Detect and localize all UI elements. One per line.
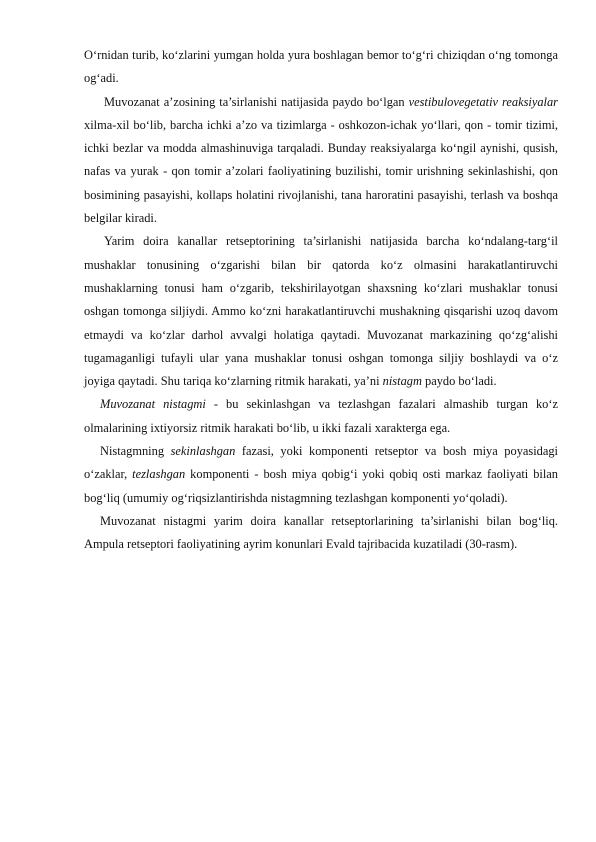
paragraph-6 bbox=[84, 510, 558, 557]
document-page bbox=[84, 44, 558, 557]
text-run: O‘rnidan turib, ko‘zlarini yumgan holda yura boshlagan bemor to‘g‘ri chiziqdan o‘ng tomonga og‘adi. bbox=[84, 48, 558, 86]
text-run: Nistagmning bbox=[100, 444, 171, 459]
text-run: fazasi, yoki komponenti retseptor va bosh miya poyasidagi o‘zaklar, bbox=[84, 444, 558, 482]
paragraph-5 bbox=[84, 440, 558, 510]
paragraph-3 bbox=[84, 230, 558, 393]
text-run: xilma-xil bo‘lib, barcha ichki a’zo va tizimlarga - oshkozon-ichak yo‘llari, qon - tomir tizimi, ichki bezlar va modda almashinuviga tarqaladi. Bunday reaksiyalarga ko‘ngil aynishi, qusish, nafas va yurak - qon tomir a’zolari faoliyatining buzilishi, tomir urishning sekinlashishi, qon bosimining pasayishi, kollaps holatini rivojlanishi, tana haroratini pasayishi, terlash va boshqa belgilar kiradi. bbox=[84, 117, 558, 226]
text-run: - bu sekinlashgan va tezlashgan fazalari almashib turgan ko‘z olmalarining ixtiyorsiz ritmik harakati bo‘lib, u ikki fazali xarakterga ega. bbox=[84, 397, 559, 435]
text-run: Muvozanat a’zosining ta’sirlanishi natijasida paydo bo‘lgan bbox=[104, 94, 409, 109]
paragraph-2 bbox=[84, 91, 558, 231]
text-run: paydo bo‘ladi. bbox=[421, 374, 497, 389]
text-run: komponenti - bosh miya qobig‘i yoki qobiq osti markaz faoliyati bilan bog‘liq (umumiy og‘riqsizlantirishda nistagmning tezlashgan komponenti yo‘qoladi). bbox=[84, 467, 558, 505]
italic-term: vestibulovegetativ reaksiyalar bbox=[408, 94, 558, 109]
text-run: Muvozanat nistagmi yarim doira kanallar retseptorlarining ta’sirlanishi bilan bog‘liq. Ampula retseptori faoliyatining ayrim konunlari Evald tajribacida kuzatiladi (30-rasm). bbox=[84, 513, 558, 552]
paragraph-1 bbox=[84, 44, 558, 91]
italic-term: nistagm bbox=[382, 374, 422, 389]
italic-term: sekinlashgan bbox=[170, 444, 236, 459]
italic-term: Muvozanat nistagmi bbox=[100, 397, 206, 412]
text-run: Yarim doira kanallar retseptorining ta’sirlanishi natijasida barcha ko‘ndalang-targ‘il mushaklar tonusining o‘zgarishi bilan bir qatorda ko‘z olmasini harakatlantiruvchi mushaklarning tonusi ham o‘zgarib, tekshirilayotgan shaxsning ko‘zlari mushaklar tonusi oshgan tomonga siljiydi. Ammo ko‘zni harakatlantiruvchi mushakning qisqarishi uzoq davom etmaydi va ko‘zlar darhol avvalgi holatiga qaytadi. Muvozanat markazining qo‘zg‘alishi tugamaganligi tufayli ular yana mushaklar tonusi oshgan tomonga siljiy boshlaydi va o‘z joyiga qaytadi. Shu tariqa ko‘zlarning ritmik harakati, ya’ni bbox=[84, 234, 558, 389]
italic-term: tezlashgan bbox=[132, 467, 186, 482]
paragraph-4 bbox=[84, 393, 558, 440]
